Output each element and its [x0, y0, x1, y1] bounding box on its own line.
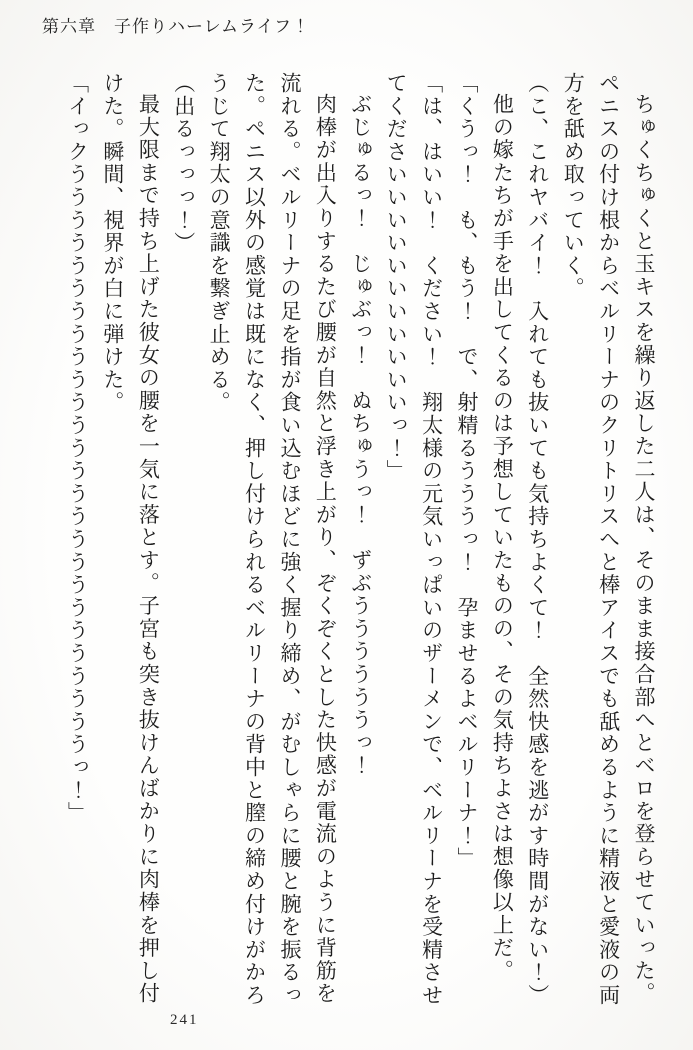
- paragraph: 他の嫁たちが手を出してくるのは予想していたものの、その気持ちよさは想像以上だ。: [490, 93, 515, 983]
- paragraph: 「は、はいい！ ください！ 翔太様の元気いっぱいのザーメンで、ベルリーナを受精させてくださいいいいいいいいいいいっ！」: [384, 72, 444, 1007]
- paragraph: ぶじゅるっ！ じゅぶっ！ ぬちゅうっ！ ずぶううううううっ！: [348, 93, 373, 777]
- paragraph: ちゅくちゅくと玉キスを繰り返した二人は、そのまま接合部へとベロを登らせていった。ペニスの付け根からベルリーナのクリトリスへと棒アイスでも舐めるように精液と愛液の両方を舐め取っていく。: [561, 72, 656, 1007]
- paragraph: 「くうっ！ も、もう！ で、射精るうううっ！ 孕ませるよベルリーナ！」: [454, 72, 479, 870]
- chapter-header: 第六章 子作りハーレムライフ！: [42, 17, 310, 36]
- paragraph: （出るっっっ！）: [171, 72, 196, 255]
- paragraph: （こ、これヤバイ！ 入れても抜いても気持ちよくて！ 全然快感を逃がす時間がない！）: [525, 72, 550, 1007]
- paragraph: 最大限まで持ち上げた彼女の腰を一気に落とす。子宮も突き抜けんばかりに肉棒を押し付けた。瞬間、視界が白に弾けた。: [100, 72, 161, 1005]
- paragraph: 肉棒が出入りするたび腰が自然と浮き上がり、ぞくぞくとした快感が電流のように背筋を流れる。ベルリーナの足を指が食い込むほどに強く握り締め、がむしゃらに腰と腕を振るった。ペニス以外の感覚は既になく、押し付けられるベルリーナの背中と膣の締め付けがかろうじて翔太の意識を繋ぎ止める。: [207, 72, 338, 1007]
- paragraph: 「イっクううううううううううううううううううううううううううっ！」: [65, 72, 90, 825]
- body-text: [59, 72, 661, 1008]
- page-number: 241: [170, 1012, 199, 1028]
